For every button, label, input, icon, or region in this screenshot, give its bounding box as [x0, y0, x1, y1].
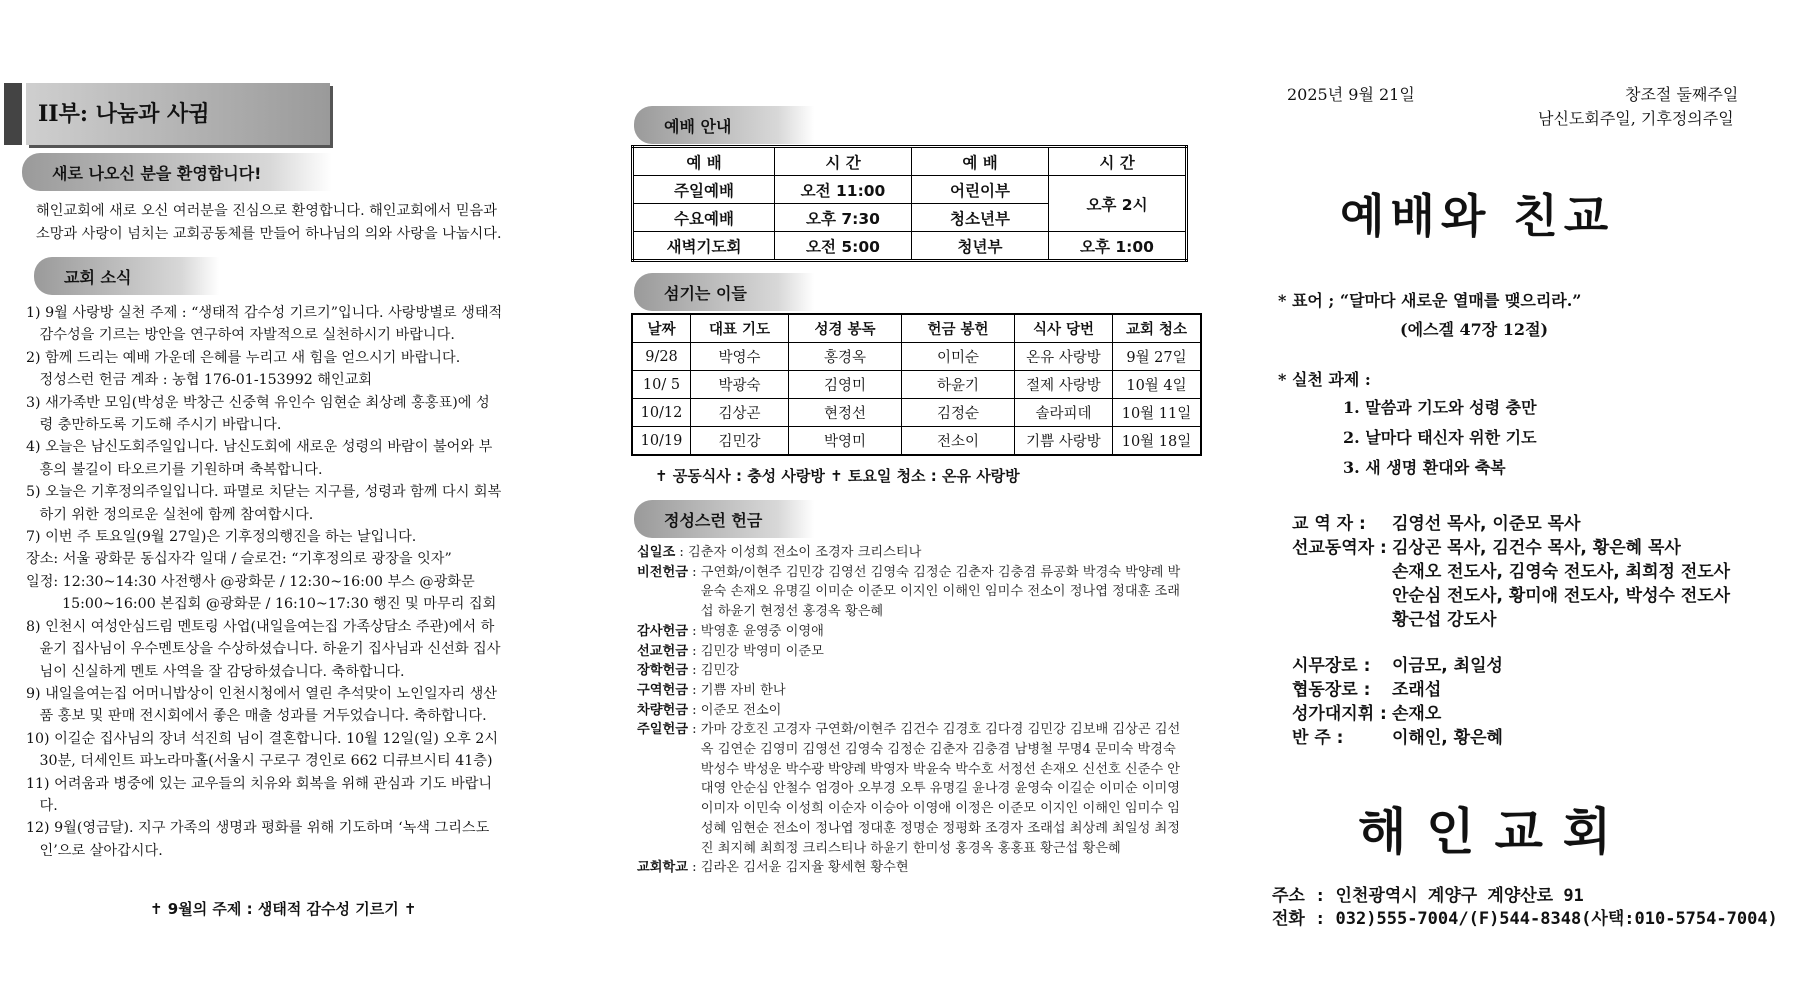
section-title: 예배와 친교 [1340, 189, 1615, 243]
news-line: 30분, 더세인트 파노라마홀(서울시 구로구 경인로 662 디큐브시티 41층) [26, 753, 493, 770]
news-line: 품 홍보 및 판매 전시회에서 좋은 매출 성과를 거두었습니다. 축하합니다. [26, 708, 487, 725]
table-cell: 하윤기 [902, 371, 1015, 399]
news-line: 7) 이번 주 토요일(9월 27일)은 기후정의행진을 하는 날입니다. [26, 529, 417, 546]
table-header-cell: 시 간 [1049, 147, 1187, 176]
table-row [633, 176, 1187, 204]
offering-names: 김라온 김서윤 김지율 황세현 황수현 [700, 860, 909, 876]
bulletin-date: 2025년 9월 21일 [1287, 85, 1415, 104]
table-row [632, 399, 1201, 427]
offering-row: 장학헌금 : 김민강 [637, 661, 1182, 681]
elder-names: 손재오 [1392, 704, 1442, 724]
church-phone: 전화 : 032)555-7004/(F)544-8348(사택:010-5754-7004) [1272, 909, 1778, 929]
table-cell: 오후 7:30 [775, 204, 912, 232]
elder-names: 이해인, 황은혜 [1392, 728, 1503, 748]
table-cell: 절제 사랑방 [1015, 371, 1113, 399]
news-line: 12) 9월(영금달). 지구 가족의 생명과 평화를 위해 기도하며 ‘녹색 그리스도 [26, 820, 490, 837]
table-cell: 오전 5:00 [775, 232, 912, 261]
news-line: 다. [26, 797, 58, 814]
table-cell: 9/28 [632, 343, 691, 371]
table-header-cell: 교회 청소 [1113, 314, 1202, 343]
welcome-line: 소망과 사랑이 넘치는 교회공동체를 만들어 하나님의 의와 사랑을 나눕시다. [36, 225, 502, 242]
table-header-cell: 예 배 [912, 147, 1049, 176]
news-list [26, 302, 586, 862]
duty-line: ✝ 공동식사 : 충성 사랑방 ✝ 토요일 청소 : 온유 사랑방 [655, 467, 1020, 485]
table-cell: 10월 18일 [1113, 427, 1202, 456]
offering-label: 비전헌금 [637, 564, 688, 580]
offering-label: 교회학교 [637, 860, 688, 876]
staff-names: 황근섭 강도사 [1392, 610, 1497, 630]
news-line: 일정: 12:30~14:30 사전행사 @광화문 / 12:30~16:00 부스 @광화문 [26, 573, 475, 590]
offering-label: 주일헌금 [637, 722, 688, 738]
table-cell: 김영미 [789, 371, 902, 399]
news-line: 정성스런 헌금 계좌 : 농협 176-01-153992 해인교회 [26, 372, 373, 389]
table-cell: 수요예배 [633, 204, 775, 232]
news-line: 감수성을 기르는 방안을 연구하여 자발적으로 실천하시기 바랍니다. [26, 327, 455, 344]
table-row [632, 371, 1201, 399]
offering-row: 비전헌금 : 구연화/이현주 김민강 김영선 김영숙 김정순 김춘자 김충겸 류공화 박경숙 박양례 박윤숙 손재오 유명길 이미순 이준모 이지인 이해인 임미수 전소이 정나엽 정대훈 조래섭 하윤기 현정선 홍경옥 황은혜 [637, 563, 1182, 622]
table-cell: 새벽기도회 [633, 232, 775, 261]
table-cell: 10/12 [632, 399, 691, 427]
table-cell: 김정순 [902, 399, 1015, 427]
month-theme: ✝ 9월의 주제 : 생태적 감수성 기르기 ✝ [150, 900, 417, 918]
staff-names: 김영선 목사, 이준모 목사 [1392, 514, 1581, 534]
elder-row [1292, 678, 1730, 702]
offering-label: 선교헌금 [637, 643, 688, 659]
table-header-cell: 시 간 [775, 147, 912, 176]
part-title-bar [4, 83, 22, 145]
table-cell: 10월 11일 [1113, 399, 1202, 427]
news-line: 님이 신실하게 멘토 사역을 잘 감당하셨습니다. 축하합니다. [26, 663, 405, 680]
offering-row: 구역헌금 : 기쁨 자비 한나 [637, 681, 1182, 701]
offering-names: 기쁨 자비 한나 [700, 682, 786, 698]
offering-label: 구역헌금 [637, 682, 688, 698]
church-address: 주소 : 인천광역시 계양구 계양산로 91 [1272, 886, 1584, 906]
welcome-line: 해인교회에 새로 오신 여러분을 진심으로 환영합니다. 해인교회에서 믿음과 [36, 203, 497, 219]
news-line: 4) 오늘은 남신도회주일입니다. 남신도회에 새로운 성령의 바람이 불어와 부 [26, 439, 493, 456]
offering-row: 감사헌금 : 박영훈 윤영중 이영애 [637, 622, 1182, 642]
servers-heading-banner [634, 273, 814, 311]
news-line: 윤기 집사님이 우수멘토상을 수상하셨습니다. 하윤기 집사님과 신선화 집사 [26, 641, 501, 658]
table-cell: 박광숙 [691, 371, 789, 399]
news-line: 령 충만하도록 기도해 주시기 바랍니다. [26, 417, 282, 434]
table-cell: 10/ 5 [632, 371, 691, 399]
table-cell: 박영미 [789, 427, 902, 456]
offering-names: 가마 강호진 고경자 구연화/이현주 김건수 김경호 김다경 김민강 김보배 김상곤 김선옥 김연순 김영미 김영선 김영숙 김정순 김춘자 김충겸 남병철 무명4 문미숙 박경숙 박성수 박성운 박수광 박양례 박영자 박윤숙 박수호 서정선 손재오 신선호 신준수 안대영 안순심 안철수 엄경아 오부경 오투 유명길 윤나경 윤영숙 이길순 이미순 이미영 이미자 이민숙 이성희 이순자 이승아 이영애 이정은 이준모 이지인 이해인 임미수 임성혜 임현순 전소이 정나엽 정대훈 정명순 정평화 조경자 조래섭 최상례 최일성 최정진 최지혜 최희정 크리스티나 하윤기 한미성 홍경옥 홍홍표 황근섭 황은혜 [700, 722, 1181, 856]
offering-label: 감사헌금 [637, 623, 688, 639]
sunday-names: 남신도회주일, 기후정의주일 [1538, 109, 1734, 128]
table-header-cell: 헌금 봉헌 [902, 314, 1015, 343]
staff-row [1292, 536, 1730, 632]
table-row [633, 232, 1187, 261]
table-header-row [633, 147, 1187, 176]
table-cell: 김민강 [691, 427, 789, 456]
table-cell: 오후 2시 [1049, 176, 1187, 232]
news-line: 하기 위한 정의로운 실천에 함께 참여합시다. [26, 506, 314, 523]
news-heading: 교회 소식 [64, 268, 132, 287]
offering-label: 장학헌금 [637, 663, 688, 679]
news-line: 10) 이길순 집사님의 장녀 석진희 님이 결혼합니다. 10월 12일(일) 오후 2시 [26, 730, 499, 747]
offering-names: 김춘자 이성희 전소이 조경자 크리스티나 [688, 545, 922, 560]
church-name: 해인교회 [1358, 803, 1632, 861]
staff-names: 안순심 전도사, 황미애 전도사, 박성수 전도사 [1392, 586, 1731, 606]
news-line: 3) 새가족반 모임(박성운 박창근 신중혁 유인수 임현순 최상례 홍홍표)에 성 [26, 394, 490, 411]
offering-names: 김민강 [700, 663, 740, 679]
offering-label: 차량헌금 [637, 702, 688, 718]
table-cell: 솔라피데 [1015, 399, 1113, 427]
news-line: 흥의 불길이 타오르기를 기원하며 축복합니다. [26, 461, 323, 478]
offering-row: 교회학교 : 김라온 김서윤 김지율 황세현 황수현 [637, 858, 1182, 878]
offering-row: 십일조 : 김춘자 이성희 전소이 조경자 크리스티나 [637, 543, 1182, 563]
welcome-text [36, 200, 581, 245]
offering-row: 차량헌금 : 이준모 전소이 [637, 701, 1182, 721]
table-cell: 9월 27일 [1113, 343, 1202, 371]
elder-role: 시무장로 : [1292, 656, 1371, 676]
table-cell: 어린이부 [912, 176, 1049, 204]
news-line: 9) 내일을여는집 어머니밥상이 인천시청에서 열린 추석맞이 노인일자리 생산 [26, 685, 497, 702]
offering-heading-banner [634, 500, 814, 538]
task-item: 1. 말씀과 기도와 성령 충만 [1343, 398, 1537, 417]
table-cell: 청소년부 [912, 204, 1049, 232]
motto-reference: (에스겔 47장 12절) [1400, 320, 1549, 339]
staff-list [1292, 512, 1730, 750]
table-cell: 기쁨 사랑방 [1015, 427, 1113, 456]
staff-role: 선교동역자 : [1292, 538, 1387, 558]
table-cell: 10/19 [632, 427, 691, 456]
tasks-heading: * 실천 과제 : [1278, 370, 1371, 389]
table-cell: 청년부 [912, 232, 1049, 261]
news-heading-banner [34, 257, 219, 295]
part-title-block [4, 83, 304, 145]
table-cell: 박영수 [691, 343, 789, 371]
table-cell: 오전 11:00 [775, 176, 912, 204]
table-cell: 이미순 [902, 343, 1015, 371]
table-header-row [632, 314, 1201, 343]
motto: * 표어 ; “달마다 새로운 열매를 맺으리라.” [1278, 291, 1582, 310]
table-row [632, 343, 1201, 371]
offering-list [637, 543, 1182, 878]
worship-schedule-table [631, 145, 1188, 262]
news-line: 장소: 서울 광화문 동십자각 일대 / 슬로건: “기후정의로 광장을 잇자” [26, 551, 452, 568]
offering-names: 박영훈 윤영중 이영애 [700, 623, 824, 639]
staff-role: 교 역 자 : [1292, 514, 1366, 534]
part-title: II부: 나눔과 사귐 [38, 101, 210, 127]
welcome-heading: 새로 나오신 분을 환영합니다! [52, 164, 262, 183]
news-line: 11) 어려움과 병중에 있는 교우들의 치유와 회복을 위해 관심과 기도 바랍니 [26, 775, 493, 792]
staff-names: 김상곤 목사, 김건수 목사, 황은혜 목사 [1392, 538, 1681, 558]
table-header-cell: 대표 기도 [691, 314, 789, 343]
table-header-cell: 날짜 [632, 314, 691, 343]
offering-row: 주일헌금 : 가마 강호진 고경자 구연화/이현주 김건수 김경호 김다경 김민강 김보배 김상곤 김선옥 김연순 김영미 김영선 김영숙 김정순 김춘자 김충겸 남병철 무명4 문미숙 박경숙 박성수 박성운 박수광 박양례 박영자 박윤숙 박수호 서정선 손재오 신선호 신준수 안대영 안순심 안철수 엄경아 오부경 오투 유명길 윤나경 윤영숙 이길순 이미순 이미영 이미자 이민숙 이성희 이순자 이승아 이영애 이정은 이준모 이지인 이해인 임미수 임성혜 임현순 전소이 정나엽 정대훈 정명순 정평화 조경자 조래섭 최상례 최일성 최정진 최지혜 최희정 크리스티나 하윤기 한미성 홍경옥 홍홍표 황근섭 황은혜 [637, 720, 1182, 858]
elder-names: 이금모, 최일성 [1392, 656, 1503, 676]
table-cell: 오후 1:00 [1049, 232, 1187, 261]
news-line: 인’으로 살아갑시다. [26, 842, 163, 859]
table-cell: 전소이 [902, 427, 1015, 456]
worship-heading-banner [634, 106, 814, 144]
news-line: 8) 인천시 여성안심드림 멘토링 사업(내일을여는집 가족상담소 주관)에서 하 [26, 618, 495, 635]
elder-role: 협동장로 : [1292, 680, 1371, 700]
news-line: 2) 함께 드리는 예배 가운데 은혜를 누리고 새 힘을 얻으시기 바랍니다. [26, 349, 461, 366]
elder-role: 성가대지휘 : [1292, 704, 1387, 724]
news-line: 1) 9월 사랑방 실천 주제 : “생태적 감수성 기르기”입니다. 사랑방별로 생태적 [26, 305, 503, 321]
task-item: 2. 날마다 태신자 위한 기도 [1343, 428, 1537, 447]
elder-row [1292, 702, 1730, 726]
table-cell: 주일예배 [633, 176, 775, 204]
offering-heading: 정성스런 헌금 [664, 511, 763, 530]
offering-label: 십일조 [637, 545, 676, 560]
elder-row [1292, 654, 1730, 678]
welcome-heading-banner [22, 153, 332, 191]
news-line: 5) 오늘은 기후정의주일입니다. 파멸로 치닫는 지구를, 성령과 함께 다시 회복 [26, 484, 502, 501]
elder-row [1292, 726, 1730, 750]
offering-names: 김민강 박영미 이준모 [700, 643, 824, 659]
season-name: 창조절 둘째주일 [1625, 85, 1739, 104]
task-item: 3. 새 생명 환대와 축복 [1343, 458, 1506, 477]
table-header-cell: 예 배 [633, 147, 775, 176]
elder-names: 조래섭 [1392, 680, 1442, 700]
worship-heading: 예배 안내 [664, 117, 732, 136]
table-header-cell: 성경 봉독 [789, 314, 902, 343]
table-row [632, 427, 1201, 456]
news-line: 15:00~16:00 본집회 @광화문 / 16:10~17:30 행진 및 마무리 집회 [26, 596, 497, 613]
offering-row: 선교헌금 : 김민강 박영미 이준모 [637, 642, 1182, 662]
table-cell: 10월 4일 [1113, 371, 1202, 399]
servers-heading: 섬기는 이들 [664, 284, 747, 303]
table-cell: 홍경옥 [789, 343, 902, 371]
elder-role: 반 주 : [1292, 728, 1344, 748]
offering-names: 구연화/이현주 김민강 김영선 김영숙 김정순 김춘자 김충겸 류공화 박경숙 박양례 박윤숙 손재오 유명길 이미순 이준모 이지인 이해인 임미수 전소이 정나엽 정대훈 조래섭 하윤기 현정선 홍경옥 황은혜 [700, 564, 1181, 620]
servers-table [631, 313, 1202, 456]
table-cell: 온유 사랑방 [1015, 343, 1113, 371]
offering-names: 이준모 전소이 [700, 702, 782, 718]
contact-block [1272, 885, 1778, 931]
staff-names: 손재오 전도사, 김영숙 전도사, 최희정 전도사 [1392, 562, 1731, 582]
table-header-cell: 식사 당번 [1015, 314, 1113, 343]
table-cell: 현정선 [789, 399, 902, 427]
staff-row [1292, 512, 1730, 536]
table-cell: 김상곤 [691, 399, 789, 427]
